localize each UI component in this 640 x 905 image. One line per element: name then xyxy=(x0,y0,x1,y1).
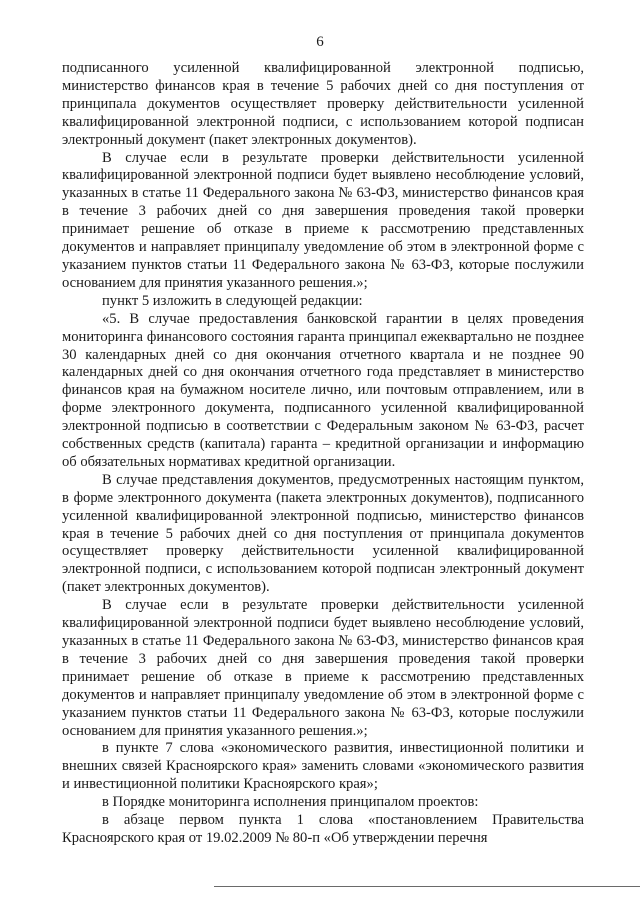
paragraph: В случае если в результате проверки действительности усиленной квалифицированной электронной подписи будет выявлено несоблюдение условий, указанных в статье 11 Федерального закона № 63-ФЗ, министерство финансов края в течение 3 рабочих дней со дня завершения проведения такой проверки принимает решение об отказе в приеме к рассмотрению представленных документов и направляет принципалу уведомление об этом в электронной форме с указанием пунктов статьи 11 Федерального закона № 63-ФЗ, которые послужили основанием для принятия указанного решения.»; xyxy=(62,149,584,291)
paragraph: «5. В случае предоставления банковской гарантии в целях проведения мониторинга финансового состояния гаранта принципал ежеквартально не позднее 30 календарных дней со дня окончания отчетного квартала и не позднее 90 календарных дней со дня окончания отчетного года представляет в министерство финансов края на бумажном носителе лично, или почтовым отправлением, или в форме электронного документа, подписанного усиленной квалифицированной электронной подписью в соответствии с Федеральным законом № 63-ФЗ, расчет собственных средств (капитала) гаранта – кредитной организации и информацию об обязательных нормативах кредитной организации. xyxy=(62,310,584,470)
paragraph: в Порядке мониторинга исполнения принципалом проектов: xyxy=(102,794,479,811)
paragraph: в абзаце первом пункта 1 слова «постановлением Правительства Красноярского края от 19.02.2009 № 80-п «Об утверждении перечня xyxy=(62,812,584,846)
document-body xyxy=(62,60,584,848)
paragraph: В случае если в результате проверки действительности усиленной квалифицированной электронной подписи будет выявлено несоблюдение условий, указанных в статье 11 Федерального закона № 63-ФЗ, министерство финансов края в течение 3 рабочих дней со дня завершения проведения такой проверки принимает решение об отказе в приеме к рассмотрению представленных документов и направляет принципалу уведомление об этом в электронной форме с указанием пунктов статьи 11 Федерального закона № 63-ФЗ, которые послужили основанием для принятия указанного решения.»; xyxy=(62,597,584,739)
paragraph: пункт 5 изложить в следующей редакции: xyxy=(102,292,363,309)
paragraph: в пункте 7 слова «экономического развития, инвестиционной политики и внешних связей Красноярского края» заменить словами «экономического развития и инвестиционной политики Красноярского края»; xyxy=(62,740,584,793)
page-number: 6 xyxy=(316,34,324,50)
paragraph: В случае представления документов, предусмотренных настоящим пунктом, в форме электронного документа (пакета электронных документов), подписанного усиленной квалифицированной электронной подписью, министерство финансов края в течение 5 рабочих дней со дня поступления от принципала документов осуществляет проверку действительности усиленной квалифицированной электронной подписи, с использованием которой подписан электронный документ (пакет электронных документов). xyxy=(62,471,584,596)
page-edge-line xyxy=(214,886,640,887)
paragraph-continuation: подписанного усиленной квалифицированной электронной подписью, министерство финансов края в течение 5 рабочих дней со дня поступления от принципала документов осуществляет проверку действительности усиленной квалифицированной электронной подписи, с использованием которой подписан электронный документ (пакет электронных документов). xyxy=(62,60,584,148)
